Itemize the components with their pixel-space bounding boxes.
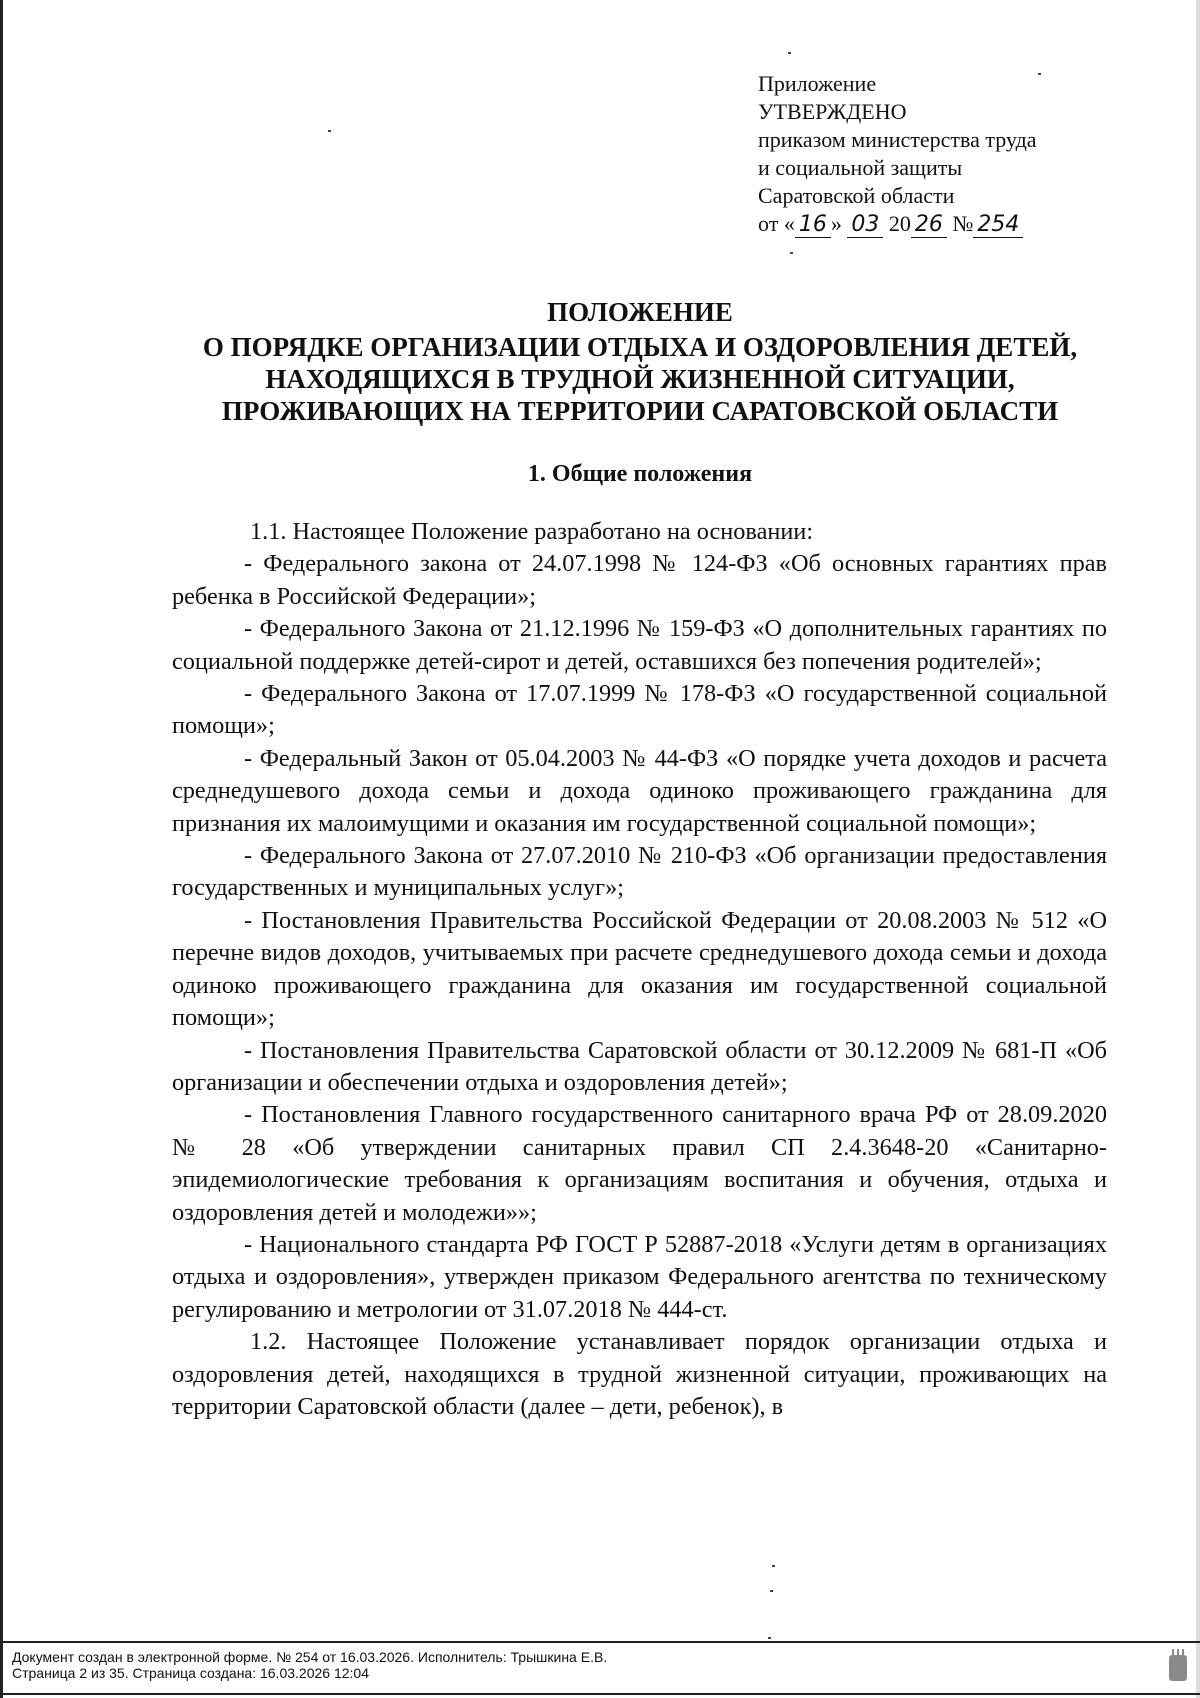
- doc-subtitle-2: НАХОДЯЩИХСЯ В ТРУДНОЙ ЖИЗНЕННОЙ СИТУАЦИИ,: [265, 364, 1015, 394]
- date-prefix: от «: [758, 211, 795, 236]
- approval-approved: УТВЕРЖДЕНО: [758, 99, 907, 124]
- paragraph-1-2: 1.2. Настоящее Положение устанавливает порядок организации отдыха и оздоровления детей, находящихся в трудной жизненной ситуации, проживающих на территории Саратовской области (далее – дети, ребенок), в: [172, 1328, 1107, 1420]
- scan-speck: [770, 1590, 773, 1592]
- doc-subtitle-1: О ПОРЯДКЕ ОРГАНИЗАЦИИ ОТДЫХА И ОЗДОРОВЛЕНИЯ ДЕТЕЙ,: [202, 332, 1078, 362]
- list-item: - Постановления Правительства Российской Федерации от 20.08.2003 № 512 «О перечне видов доходов, учитываемых при расчете среднедушевого дохода семьи и дохода одиноко проживающего гражданина для оказания им государственной социальной помощи»;: [172, 906, 1107, 1032]
- scan-speck: [328, 130, 331, 132]
- scan-left-edge: [0, 0, 3, 1698]
- bottom-edge: [0, 1693, 1200, 1695]
- barcode-stamp-icon: [1166, 1647, 1190, 1683]
- footer: [12, 1649, 1112, 1681]
- list-item: - Федерального Закона от 27.07.2010 № 210-ФЗ «Об организации предоставления государственных и муниципальных услуг»;: [172, 842, 1107, 902]
- date-month: 03: [847, 213, 883, 238]
- approval-region: Саратовской области: [758, 183, 955, 208]
- scan-speck: [772, 1565, 775, 1567]
- list-item: - Федерального Закона от 21.12.1996 № 159-ФЗ «О дополнительных гарантиях по социальной поддержке детей-сирот и детей, оставшихся без попечения родителей»;: [172, 615, 1107, 675]
- section-heading: 1. Общие положения: [527, 461, 753, 487]
- approval-order: приказом министерства труда: [758, 127, 1037, 152]
- scan-speck: [768, 1637, 771, 1639]
- date-mid: »: [830, 211, 842, 236]
- footer-divider: [0, 1641, 1200, 1643]
- body-text: [172, 516, 1107, 1423]
- scan-speck: [1038, 73, 1041, 75]
- list-item: - Федеральный Закон от 05.04.2003 № 44-ФЗ «О порядке учета доходов и расчета среднедушевого дохода семьи и дохода одиноко проживающего гражданина для признания их малоимущими и оказания им государственной социальной помощи»;: [172, 744, 1107, 837]
- year-prefix: 20: [888, 211, 911, 236]
- list-item: - Постановления Правительства Саратовской области от 30.12.2009 № 681-П «Об организации и обеспечении отдыха и оздоровления детей»;: [172, 1036, 1107, 1096]
- number-prefix: №: [952, 211, 974, 236]
- footer-page-info: Страница 2 из 35. Страница создана: 16.03.2026 12:04: [12, 1665, 369, 1681]
- order-number: 254: [973, 213, 1023, 238]
- date-day: 16: [795, 213, 831, 238]
- list-item: - Федерального закона от 24.07.1998 № 124-ФЗ «Об основных гарантиях прав ребенка в Российской Федерации»;: [172, 550, 1107, 610]
- list-item: - Федерального Закона от 17.07.1999 № 178-ФЗ «О государственной социальной помощи»;: [172, 680, 1107, 740]
- approval-appendix: Приложение: [758, 71, 877, 96]
- footer-doc-info: Документ создан в электронной форме. № 254 от 16.03.2026. Исполнитель: Трышкина Е.В.: [12, 1649, 608, 1665]
- list-item: - Постановления Главного государственного санитарного врача РФ от 28.09.2020 № 28 «Об утверждении санитарных правил СП 2.4.3648-20 «Санитарно-эпидемиологические требования к организациям воспитания и обучения, отдыха и оздоровления детей и молодежи»»;: [172, 1101, 1107, 1226]
- approval-ministry: и социальной защиты: [758, 155, 963, 180]
- scan-right-edge: [1196, 0, 1200, 1698]
- date-year: 26: [911, 213, 947, 238]
- paragraph-1-1: 1.1. Настоящее Положение разработано на основании:: [250, 518, 814, 545]
- doc-title: ПОЛОЖЕНИЕ: [547, 297, 733, 327]
- scan-speck: [790, 252, 793, 254]
- doc-subtitle-3: ПРОЖИВАЮЩИХ НА ТЕРРИТОРИИ САРАТОВСКОЙ ОБЛАСТИ: [221, 396, 1059, 426]
- list-item: - Национального стандарта РФ ГОСТ Р 52887-2018 «Услуги детям в организациях отдыха и оздоровления», утвержден приказом Федерального агентства по техническому регулированию и метрологии от 31.07.2018 № 444-ст.: [172, 1230, 1107, 1323]
- approval-block: [758, 70, 1118, 238]
- approval-date-line: [758, 210, 1118, 238]
- scan-speck: [788, 52, 791, 54]
